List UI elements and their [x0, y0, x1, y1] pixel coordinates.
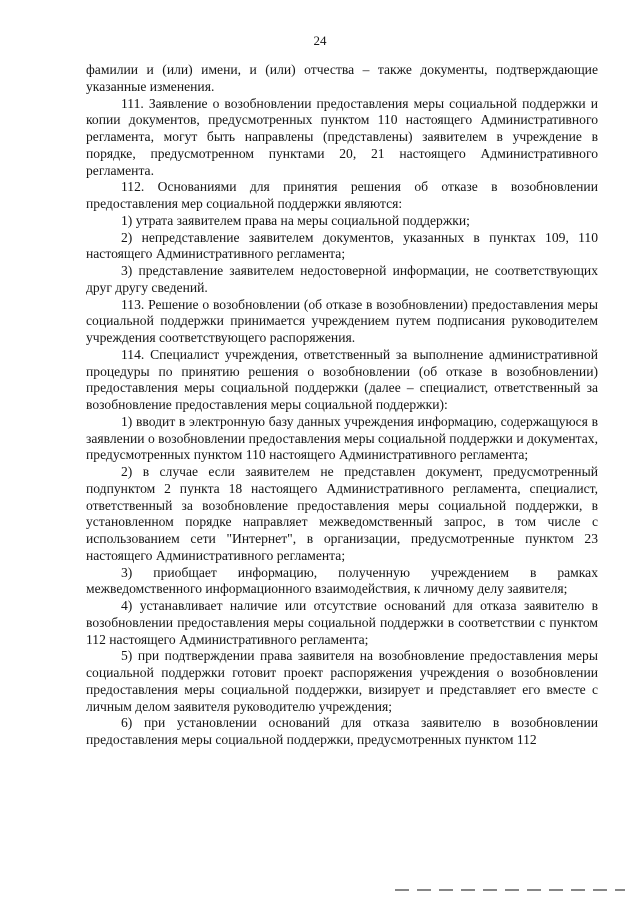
page-number: 24: [313, 33, 327, 48]
paragraph-114: 114. Специалист учреждения, ответственный за выполнение административной процедуры по принятию решения о возобновлении (об отказе в возобновлении) предоставления меры социальной поддержки (далее – специалист, ответственный за возобновление предоставления меры социальной поддержки):: [86, 346, 598, 412]
paragraph-111: 111. Заявление о возобновлении предоставления меры социальной поддержки и копии документов, предусмотренных пунктом 110 настоящего Административного регламента, могут быть направлены (представлены) заявителем в учреждение в порядке, предусмотренном пунктами 20, 21 настоящего Административного регламента.: [86, 95, 598, 178]
paragraph-114-item-1: 1) вводит в электронную базу данных учреждения информацию, содержащуюся в заявлении о возобновлении предоставления меры социальной поддержки и документах, предусмотренных пунктом 110 настоящего Административного регламента;: [86, 413, 598, 463]
paragraph-112-item-1: 1) утрата заявителем права на меры социальной поддержки;: [121, 212, 470, 228]
paragraph-114-item-4: 4) устанавливает наличие или отсутствие оснований для отказа заявителю в возобновлении предоставления меры социальной поддержки в соответствии с пунктом 112 настоящего Административного регламента;: [86, 598, 598, 647]
paragraph-112-item-3: 3) представление заявителем недостоверной информации, не соответствующих друг другу сведений.: [86, 263, 598, 295]
paragraph-112-item-2: 2) непредставление заявителем документов, указанных в пунктах 109, 110 настоящего Административного регламента;: [86, 229, 598, 262]
scan-artifact: [395, 889, 625, 891]
paragraph-114-item-2: 2) в случае если заявителем не представлен документ, предусмотренный подпунктом 2 пункта 18 настоящего Административного регламента, специалист, ответственный за возобновление предоставления меры социальной поддержки, в установленном порядке направляет межведомственный запрос, в том числе с использованием сети "Интернет", в организации, предусмотренные пунктом 23 настоящего Административного регламента;: [86, 464, 598, 563]
paragraph-112: 112. Основаниями для принятия решения об отказе в возобновлении предоставления мер социальной поддержки являются:: [86, 179, 598, 211]
paragraph-113: 113. Решение о возобновлении (об отказе в возобновлении) предоставления меры социальной поддержки принимается учреждением путем подписания руководителем учреждения соответствующего распоряжения.: [86, 296, 598, 345]
paragraph-114-item-5: 5) при подтверждении права заявителя на возобновление предоставления меры социальной поддержки готовит проект распоряжения учреждения о возобновлении предоставления меры социальной поддержки, визирует и представляет его вместе с личным делом заявителя руководителю учреждения;: [86, 648, 598, 714]
document-body: [86, 62, 598, 749]
paragraph-114-item-6: 6) при установлении оснований для отказа заявителю в возобновлении предоставления меры социальной поддержки, предусмотренных пунктом 112: [86, 715, 598, 747]
paragraph-114-item-3: 3) приобщает информацию, полученную учреждением в рамках межведомственного информационного взаимодействия, к личному делу заявителя;: [86, 564, 598, 597]
paragraph-continuation: фамилии и (или) имени, и (или) отчества – также документы, подтверждающие указанные изменения.: [86, 62, 598, 94]
